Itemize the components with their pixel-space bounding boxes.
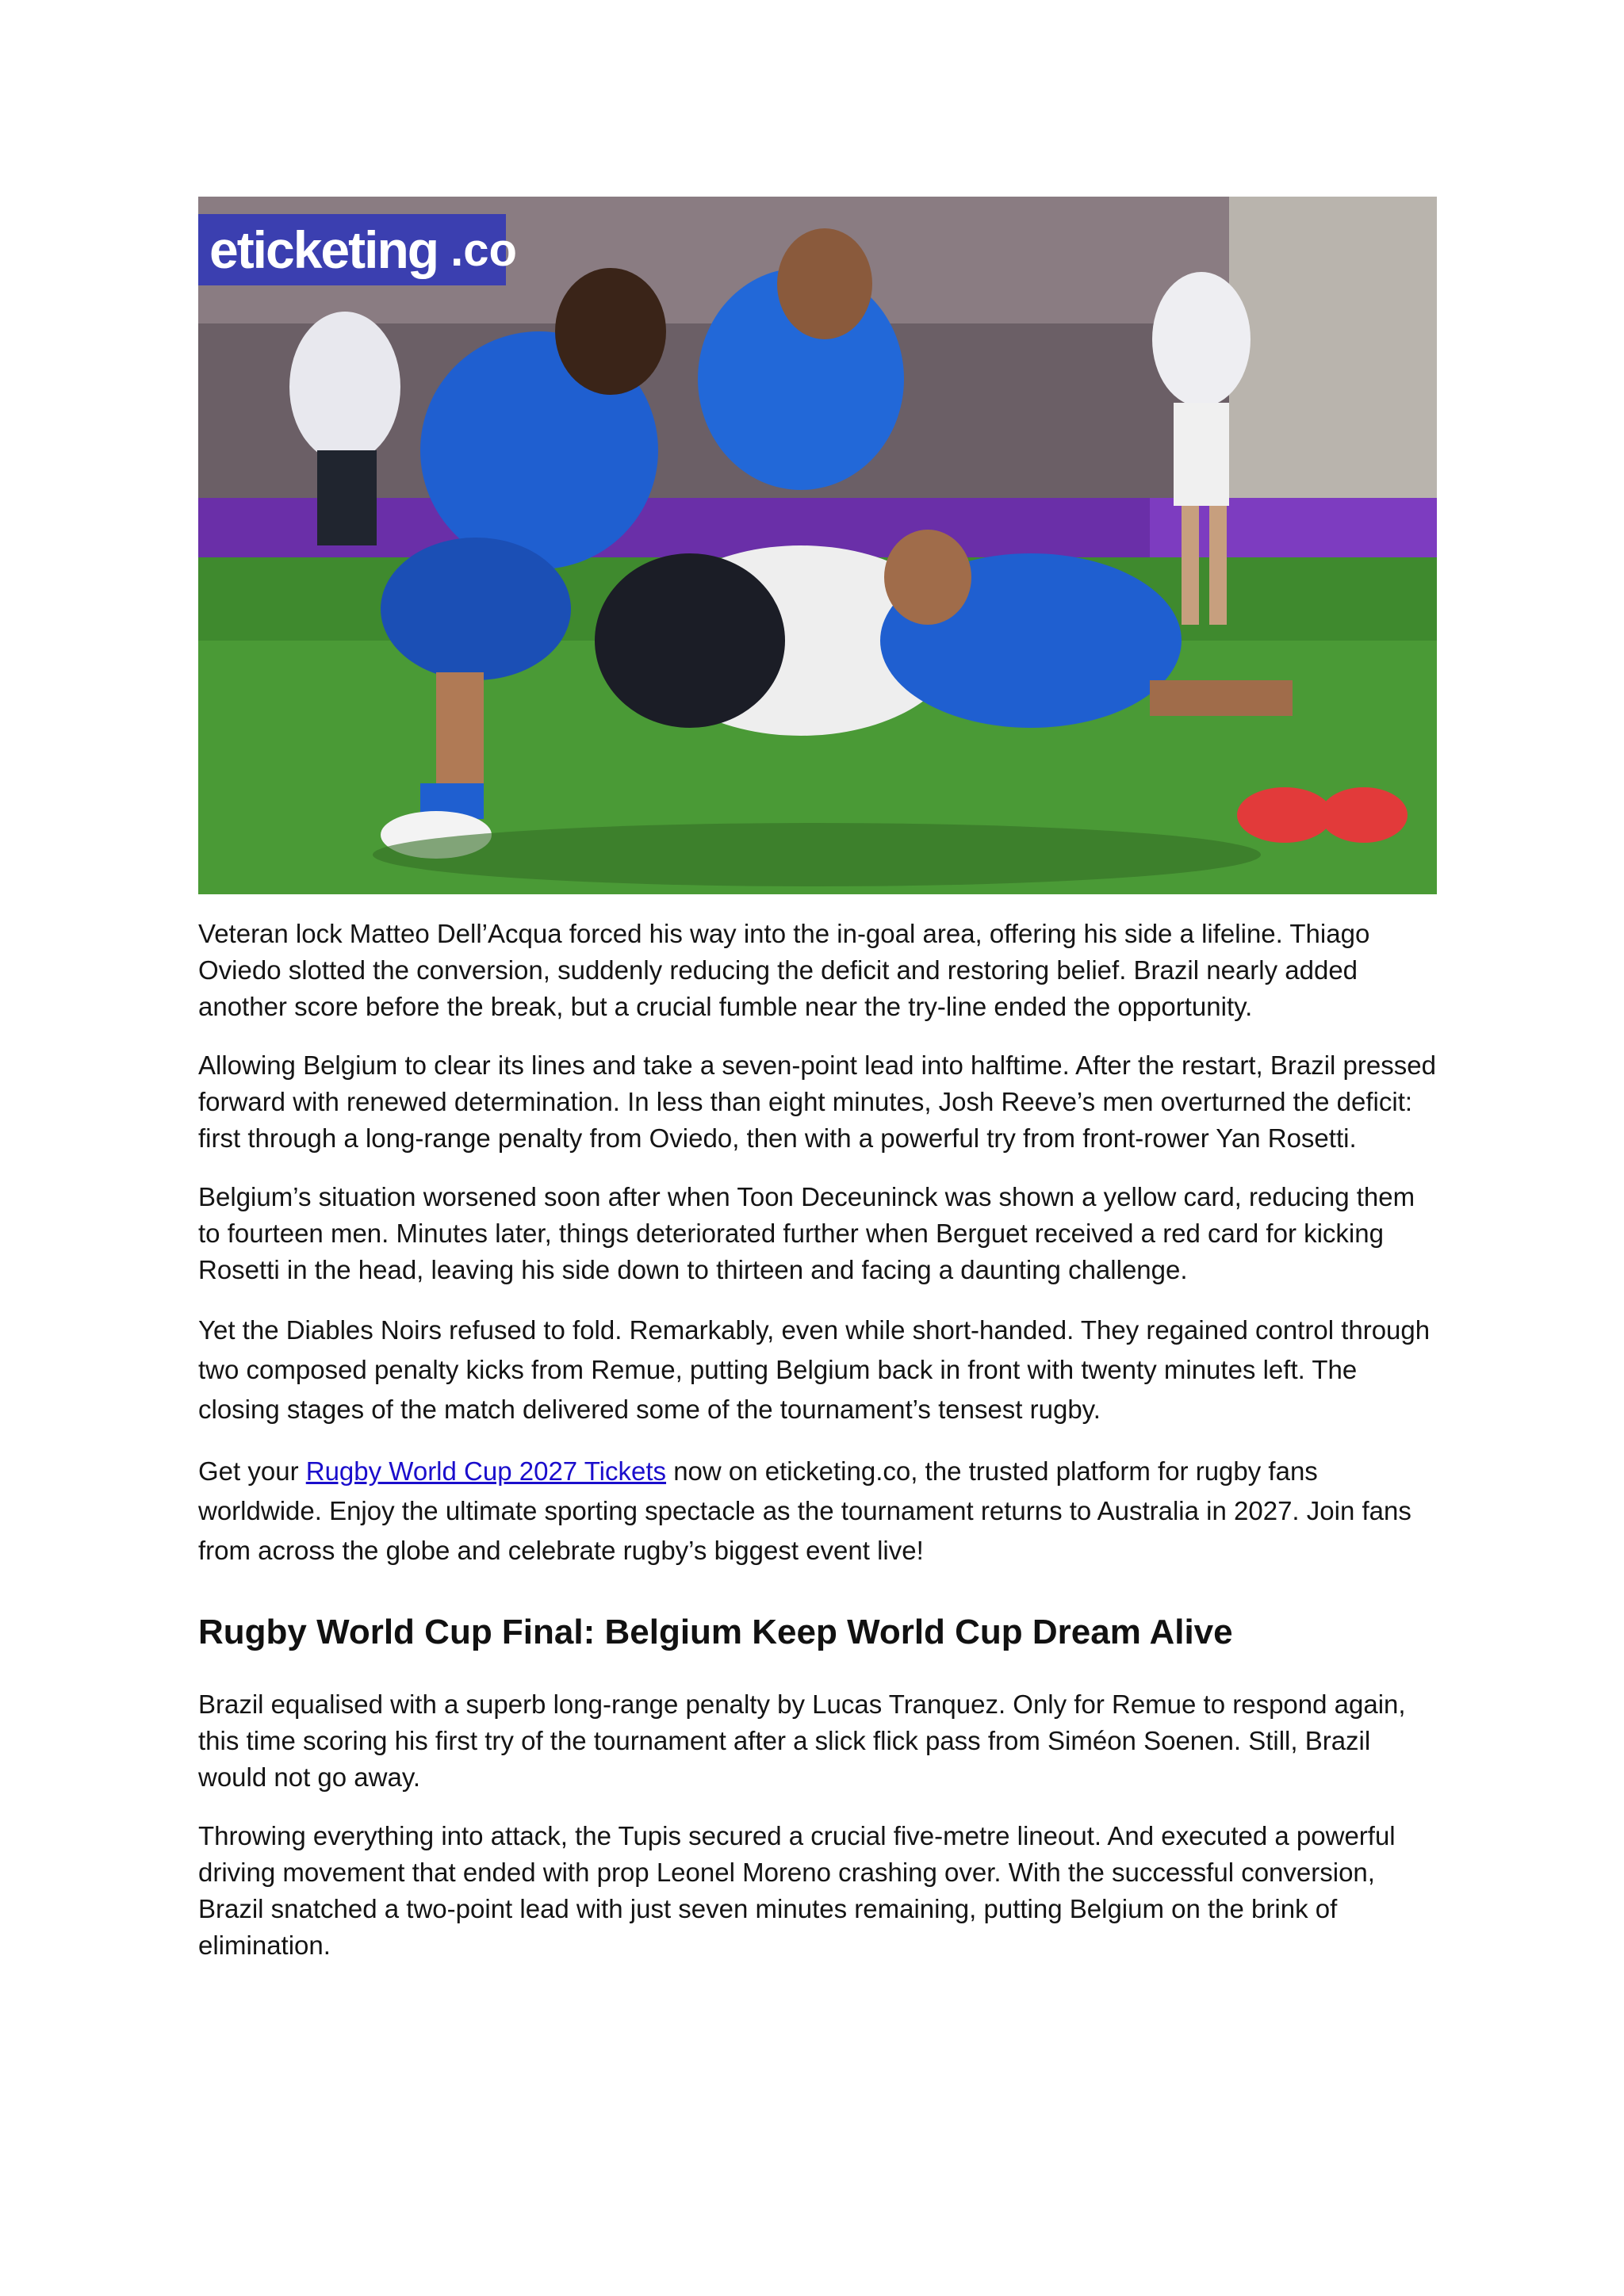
paragraph-5-lead: Get your <box>198 1456 306 1486</box>
paragraph-6: Brazil equalised with a superb long-range penalty by Lucas Tranquez. Only for Remue to respond again, this time scoring his first try of the tournament after a slick flick pass from Siméon Soenen. Still, Brazil would not go away. <box>198 1689 1406 1792</box>
paragraph-4: Yet the Diables Noirs refused to fold. Remarkably, even while short-handed. They regained control through two composed penalty kicks from Remue, putting Belgium back in front with twenty minutes left. The closing stages of the match delivered some of the tournament’s tensest rugby. <box>198 1315 1431 1424</box>
tickets-link[interactable]: Rugby World Cup 2027 Tickets <box>305 1456 667 1486</box>
article-body <box>198 916 1443 1986</box>
paragraph-2: Allowing Belgium to clear its lines and take a seven-point lead into halftime. After the restart, Brazil pressed forward with renewed determination. In less than eight minutes, Josh Reeve’s men overturned the deficit: first through a long-range penalty from Oviedo, then with a powerful try from front-rower Yan Rosetti. <box>198 1050 1436 1153</box>
logo-tld-text: .co <box>450 224 517 276</box>
paragraph-5 <box>198 1452 1443 1571</box>
rugby-tackle-illustration <box>198 197 1437 894</box>
section-heading: Rugby World Cup Final: Belgium Keep World Cup Dream Alive <box>198 1613 1233 1651</box>
paragraph-7: Throwing everything into attack, the Tupis secured a crucial five-metre lineout. And executed a powerful driving movement that ended with prop Leonel Moreno crashing over. With the successful conversion, Brazil snatched a two-point lead with just seven minutes remaining, putting Belgium on the brink of elimination. <box>198 1821 1396 1960</box>
paragraph-1: Veteran lock Matteo Dell’Acqua forced his way into the in-goal area, offering his side a lifeline. Thiago Oviedo slotted the conversion, suddenly reducing the deficit and restoring belief. Brazil nearly added another score before the break, but a crucial fumble near the try-line ended the opportunity. <box>198 919 1370 1021</box>
paragraph-5-tail: now on eticketing.co, the trusted platform for rugby fans worldwide. Enjoy the ultimate sporting spectacle as the tournament returns to Australia in 2027. Join fans from across the globe and celebrate rugby’s biggest event live! <box>198 1456 1411 1565</box>
eticketing-logo <box>198 214 517 285</box>
paragraph-3: Belgium’s situation worsened soon after when Toon Deceuninck was shown a yellow card, reducing them to fourteen men. Minutes later, things deteriorated further when Berguet received a red card for kicking Rosetti in the head, leaving his side down to thirteen and facing a daunting challenge. <box>198 1182 1415 1284</box>
logo-main-text: eticketing <box>209 220 439 279</box>
hero-photo <box>198 197 1437 894</box>
